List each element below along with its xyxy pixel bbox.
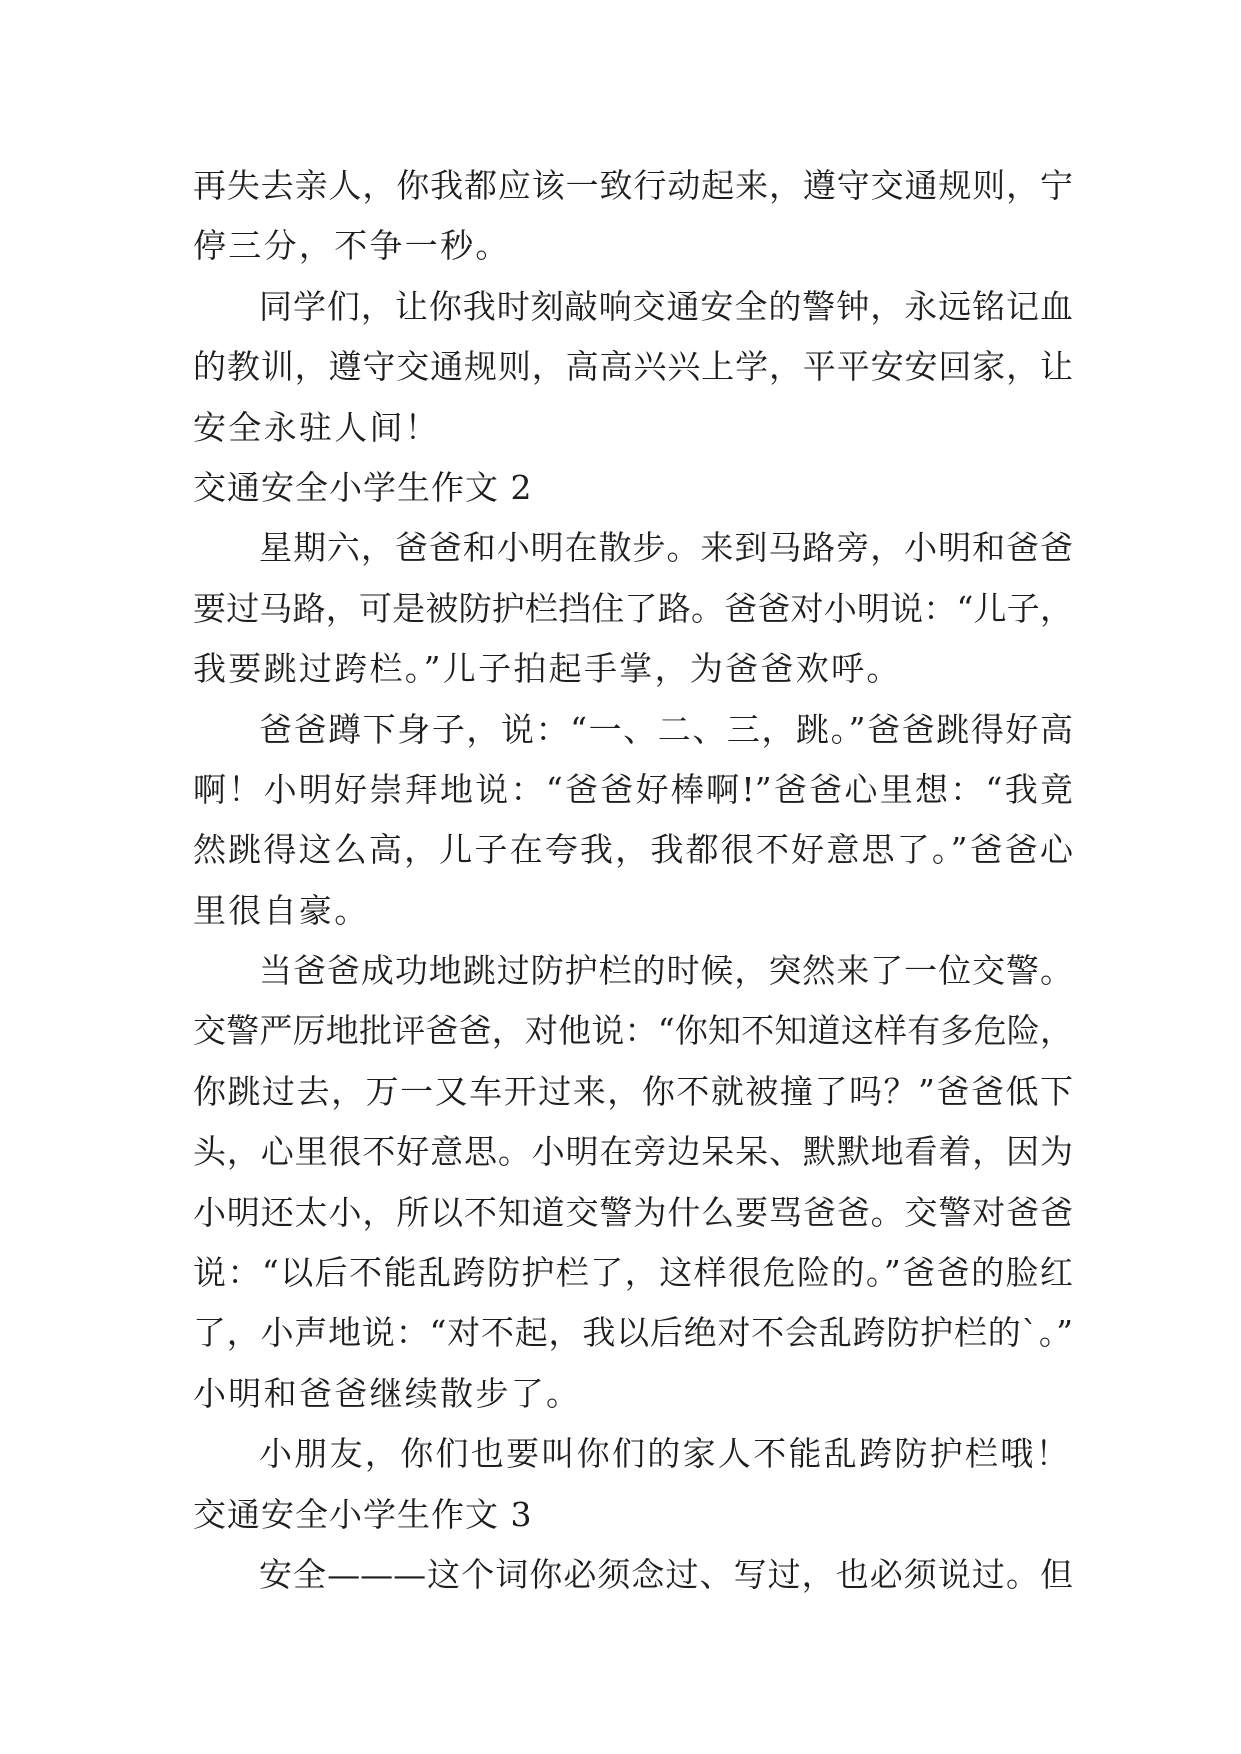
text-line: 再失去亲人，你我都应该一致行动起来，遵守交通规则，宁 xyxy=(193,166,1073,205)
text-line: 说：“以后不能乱跨防护栏了，这样很危险的。”爸爸的脸红 xyxy=(193,1253,1073,1293)
document-page xyxy=(193,156,1073,1605)
text-line: 小明和爸爸继续散步了。 xyxy=(193,1373,582,1413)
text-line: 安全永驻人间！ xyxy=(193,407,441,447)
paragraph-start-line: 当爸爸成功地跳过防护栏的时候，突然来了一位交警。 xyxy=(259,951,1073,991)
text-line: 里很自豪。 xyxy=(193,890,370,930)
text-line: 啊！小明好崇拜地说：“爸爸好棒啊!”爸爸心里想：“我竟 xyxy=(193,769,1073,809)
text-line: 我要跳过跨栏。”儿子拍起手掌，为爸爸欢呼。 xyxy=(193,649,902,689)
text-line: 要过马路，可是被防护栏挡住了路。爸爸对小明说：“儿子， xyxy=(193,588,1073,628)
text-line: 你跳过去，万一又车开过来，你不就被撞了吗？”爸爸低下 xyxy=(193,1071,1073,1111)
text-line: 交警严厉地批评爸爸，对他说：“你知不知道这样有多危险， xyxy=(193,1011,1073,1051)
text-line: 然跳得这么高，儿子在夸我，我都很不好意思了。”爸爸心 xyxy=(193,830,1073,870)
text-line: 头，心里很不好意思。小明在旁边呆呆、默默地看着，因为 xyxy=(193,1132,1073,1172)
text-line: 的教训，遵守交通规则，高高兴兴上学，平平安安回家，让 xyxy=(193,347,1073,387)
text-line: 小明还太小，所以不知道交警为什么要骂爸爸。交警对爸爸 xyxy=(193,1192,1073,1232)
paragraph-start-line: 爸爸蹲下身子，说：“一、二、三，跳。”爸爸跳得好高 xyxy=(259,709,1073,749)
section-heading: 交通安全小学生作文 2 xyxy=(193,467,533,507)
paragraph-start-line: 星期六，爸爸和小明在散步。来到马路旁，小明和爸爸 xyxy=(259,528,1073,568)
section-heading: 交通安全小学生作文 3 xyxy=(193,1494,533,1534)
text-line: 了，小声地说：“对不起，我以后绝对不会乱跨防护栏的`。” xyxy=(193,1313,1073,1353)
paragraph-start-line: 同学们，让你我时刻敲响交通安全的警钟，永远铭记血 xyxy=(259,286,1073,326)
text-line: 停三分，不争一秒。 xyxy=(193,226,511,266)
paragraph-start-line: 小朋友，你们也要叫你们的家人不能乱跨防护栏哦！ xyxy=(259,1434,1071,1474)
paragraph-start-line: 安全———这个词你必须念过、写过，也必须说过。但 xyxy=(259,1554,1073,1594)
